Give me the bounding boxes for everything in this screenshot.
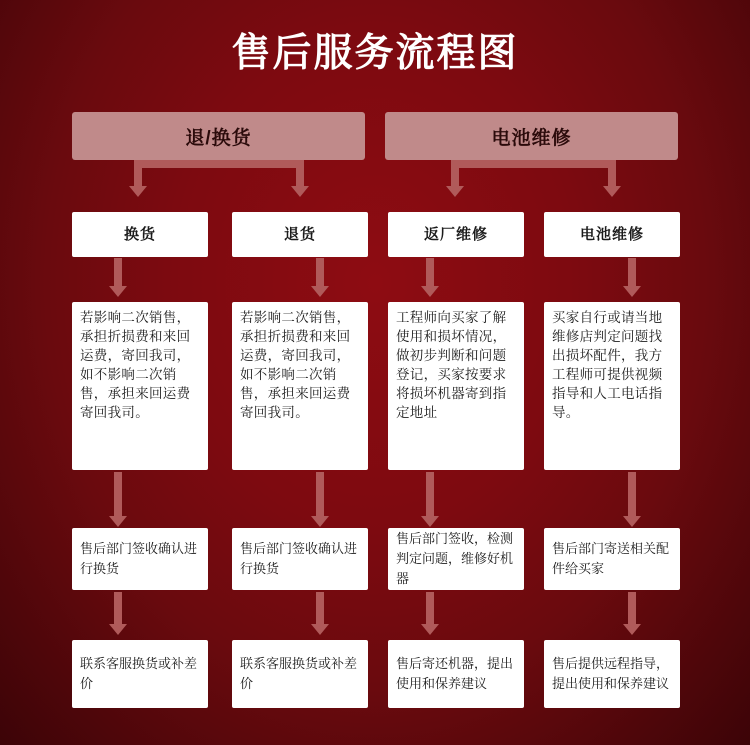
node-step4-return bbox=[232, 640, 368, 708]
node-type-return bbox=[232, 212, 368, 257]
node-step3-battery-repair-text: 售后部门寄送相关配件给买家 bbox=[552, 541, 670, 576]
node-detail-exchange bbox=[72, 302, 208, 470]
arrow-returns-to-return bbox=[214, 160, 314, 212]
node-step3-battery-repair bbox=[544, 528, 680, 590]
node-step4-battery-repair-text: 售后提供远程指导，提出使用和保养建议 bbox=[552, 656, 670, 691]
node-type-exchange bbox=[72, 212, 208, 257]
node-detail-factory-repair bbox=[388, 302, 524, 470]
node-step3-return-text: 售后部门签收确认进行换货 bbox=[240, 541, 358, 576]
node-step4-return-text: 联系客服换货或补差价 bbox=[240, 656, 358, 691]
node-step4-factory-repair bbox=[388, 640, 524, 708]
page-title: 售后服务流程图 bbox=[231, 32, 519, 75]
arrow-battery-to-battery-repair bbox=[527, 160, 627, 212]
node-step3-exchange bbox=[72, 528, 208, 590]
node-step4-exchange bbox=[72, 640, 208, 708]
node-type-battery-repair bbox=[544, 212, 680, 257]
node-step4-factory-repair-text: 售后寄还机器，提出使用和保养建议 bbox=[396, 656, 514, 691]
group-header-battery-label: 电池维修 bbox=[491, 127, 572, 149]
node-type-factory-repair bbox=[388, 212, 524, 257]
group-header-battery bbox=[385, 112, 678, 160]
node-step4-exchange-text: 联系客服换货或补差价 bbox=[80, 656, 198, 691]
node-detail-exchange-text: 若影响二次销售，承担折损费和来回运费，寄回我司，如不影响二次销售，承担来回运费寄回我司。 bbox=[80, 310, 191, 420]
node-step3-exchange-text: 售后部门签收确认进行换货 bbox=[80, 541, 198, 576]
node-detail-factory-repair-text: 工程师向买家了解使用和损坏情况，做初步判断和问题登记，买家按要求将损坏机器寄到指定地址 bbox=[396, 310, 507, 420]
node-type-return-label: 退货 bbox=[283, 226, 316, 243]
node-step4-battery-repair bbox=[544, 640, 680, 708]
node-step3-factory-repair bbox=[388, 528, 524, 590]
node-detail-battery-repair-text: 买家自行或请当地维修店判定问题找出损坏配件，我方工程师可提供视频指导和人工电话指导。 bbox=[552, 310, 663, 420]
node-type-battery-repair-label: 电池维修 bbox=[579, 226, 644, 243]
node-step3-factory-repair-text: 售后部门签收，检测判定问题，维修好机器 bbox=[396, 531, 514, 586]
node-type-exchange-label: 换货 bbox=[123, 226, 156, 243]
node-detail-return-text: 若影响二次销售，承担折损费和来回运费，寄回我司，如不影响二次销售，承担来回运费寄回我司。 bbox=[240, 310, 351, 420]
group-header-returns-label: 退/换货 bbox=[185, 127, 252, 149]
node-step3-return bbox=[232, 528, 368, 590]
node-detail-battery-repair bbox=[544, 302, 680, 470]
group-header-returns bbox=[72, 112, 365, 160]
node-type-factory-repair-label: 返厂维修 bbox=[423, 226, 488, 243]
node-detail-return bbox=[232, 302, 368, 470]
